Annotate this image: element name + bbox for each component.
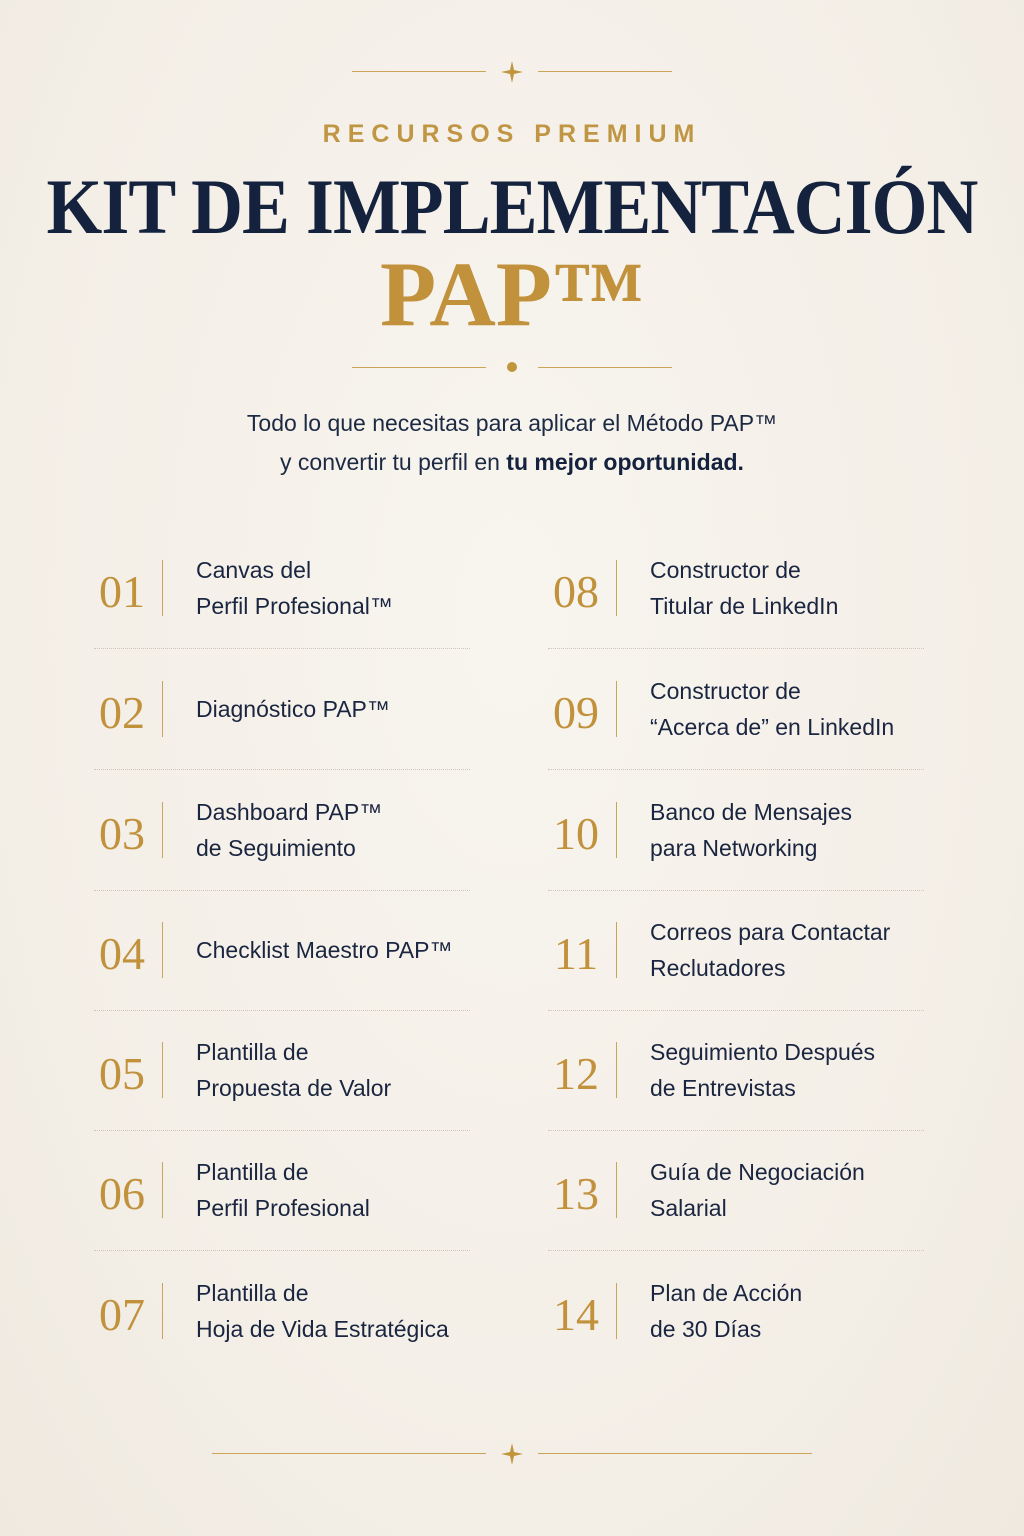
resource-item-02 [96,661,476,781]
resource-divider [162,802,163,858]
resource-label: Constructor de “Acerca de” en LinkedIn [650,678,895,740]
resource-label: Plan de Acción de 30 Días [650,1280,803,1342]
resource-item-12 [550,1022,930,1142]
resource-item-04 [96,902,476,1022]
resource-label: Plantilla de Propuesta de Valor [196,1039,392,1101]
resource-divider [162,1283,163,1339]
resource-item-05 [96,1022,476,1142]
resource-divider [616,922,617,978]
resource-divider [162,1162,163,1218]
resource-label: Correos para Contactar Reclutadores [650,919,891,981]
resource-number: 12 [553,1048,599,1099]
row-separator [94,1250,470,1251]
page-title-accent: PAP™ [379,243,644,345]
row-separator [548,1010,924,1011]
resource-item-01 [96,540,476,660]
row-separator [94,1010,470,1011]
row-separator [94,769,470,770]
resource-divider [616,681,617,737]
intro-line-2-bold: tu mejor oportunidad. [506,449,744,475]
resource-label: Plantilla de Perfil Profesional [196,1159,370,1221]
resource-number: 13 [553,1168,599,1219]
bottom-ornament [0,1444,1024,1464]
resource-divider [162,1042,163,1098]
resource-label: Guía de Negociación Salarial [650,1159,865,1221]
resource-number: 14 [553,1289,599,1340]
resource-divider [616,560,617,616]
resource-number: 10 [553,808,599,859]
resource-label: Banco de Mensajes para Networking [650,799,853,861]
resource-number: 11 [553,928,599,979]
resource-divider [162,560,163,616]
resource-label: Constructor de Titular de LinkedIn [650,557,839,619]
resource-number: 05 [99,1048,145,1099]
resource-item-08 [550,540,930,660]
resource-item-07 [96,1263,476,1383]
four-point-star-icon [500,1442,524,1466]
resource-number: 06 [99,1168,145,1219]
ornament-line-right [538,1453,812,1454]
resource-divider [616,1162,617,1218]
resource-label: Canvas del Perfil Profesional™ [196,557,393,619]
resource-number: 08 [553,566,599,617]
intro-line-1: Todo lo que necesitas para aplicar el Método PAP™ [246,410,778,436]
resource-item-10 [550,782,930,902]
resource-item-09 [550,661,930,781]
resource-item-03 [96,782,476,902]
row-separator [548,1250,924,1251]
row-separator [94,648,470,649]
divider-line-right [538,367,672,368]
top-ornament [0,62,1024,82]
divider-line-left [352,367,486,368]
resource-number: 09 [553,687,599,738]
dot-icon [507,362,517,372]
resource-item-14 [550,1263,930,1383]
resource-label: Seguimiento Después de Entrevistas [650,1039,876,1101]
resource-item-06 [96,1142,476,1262]
row-separator [94,1130,470,1131]
resource-divider [616,802,617,858]
title-divider [0,358,1024,378]
row-separator [548,1130,924,1131]
resource-number: 02 [99,687,145,738]
resource-label: Diagnóstico PAP™ [196,696,390,722]
resource-number: 07 [99,1289,145,1340]
four-point-star-icon [500,60,524,84]
resource-label: Plantilla de Hoja de Vida Estratégica [196,1280,449,1342]
resource-divider [616,1042,617,1098]
resource-label: Checklist Maestro PAP™ [196,937,453,963]
resource-number: 04 [99,928,145,979]
page-title: KIT DE IMPLEMENTACIÓN [46,163,978,250]
ornament-line-left [352,71,486,72]
row-separator [548,769,924,770]
resource-number: 03 [99,808,145,859]
intro-line-2-prefix: y convertir tu perfil en [280,449,507,475]
resource-divider [162,922,163,978]
ornament-line-right [538,71,672,72]
row-separator [548,890,924,891]
resource-divider [162,681,163,737]
resource-divider [616,1283,617,1339]
eyebrow-label: RECURSOS PREMIUM [322,120,702,148]
row-separator [94,890,470,891]
resource-item-13 [550,1142,930,1262]
row-separator [548,648,924,649]
intro-text [0,404,1024,482]
resource-item-11 [550,902,930,1022]
ornament-line-left [212,1453,486,1454]
intro-line-2 [0,443,1024,482]
resource-label: Dashboard PAP™ de Seguimiento [196,799,383,861]
resource-number: 01 [99,566,145,617]
